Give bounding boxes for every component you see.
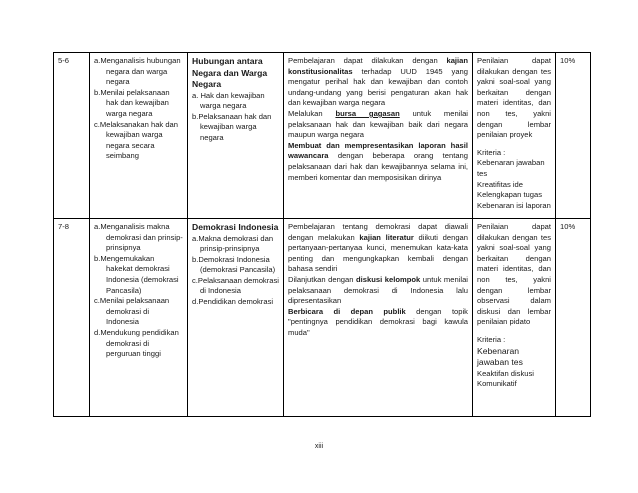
material-cell xyxy=(188,219,284,417)
activity-cell xyxy=(284,53,473,219)
criteria-item: Keaktifan diskusi xyxy=(477,368,534,378)
list-item: d.Mendukung pendidikan demokrasi di perguruan tinggi xyxy=(94,327,179,359)
week-cell: 5-6 xyxy=(54,53,90,219)
list-item: c.Pelaksanaan demokrasi di Indonesia xyxy=(192,275,279,296)
criteria-label: Kriteria : xyxy=(477,147,506,157)
week-cell: 7-8 xyxy=(54,219,90,417)
list-item: b.Pelaksanaan hak dan kewajiban warga negara xyxy=(192,111,272,142)
material-title: Demokrasi Indonesia xyxy=(192,222,279,232)
list-item: a.Menganalisis makna demokrasi dan prinsip-prinsipnya xyxy=(94,222,183,253)
list-item: b.Demokrasi Indonesia (demokrasi Pancasila) xyxy=(192,254,276,275)
table-row xyxy=(54,219,591,417)
assessment-text: Penilaian dapat dilakukan dengan tes yakni soal-soal yang berkaitan dengan materi identitas, dan non tes, yakni dengan lembar observasi dalam diskusi dan lembar penilaian pidato xyxy=(477,222,551,327)
material-title: Hubungan antara Negara dan Warga Negara xyxy=(192,56,268,89)
weight-cell: 10% xyxy=(556,53,591,219)
criteria-item: Kebenaran isi laporan xyxy=(477,200,551,210)
criteria-item: Kelengkapan tugas xyxy=(477,190,543,200)
activity-paragraph: Dilanjutkan dengan diskusi kelompok untuk menilai pelaksanaan demokrasi di Indonesia lalu dipresentasikan xyxy=(288,274,468,306)
list-item: b.Mengemukakan hakekat demokrasi Indonesia (demokrasi Pancasila) xyxy=(94,253,179,295)
criteria-item: Kebenaran jawaban tes xyxy=(477,345,523,368)
list-item: a. Hak dan kewajiban warga negara xyxy=(192,90,265,111)
competency-cell xyxy=(90,219,188,417)
criteria-label: Kriteria : xyxy=(477,334,506,344)
activity-paragraph: Pembelajaran dapat dilakukan dengan kajian konstitusionalitas terhadap UUD 1945 yang mengatur perihal hak dan kewajiban dan contoh undang-undang yang berisi pengaturan akan hak dan kewajiban warga negara xyxy=(288,56,468,108)
syllabus-table xyxy=(53,52,591,417)
criteria-item: Kreatifitas ide xyxy=(477,179,524,189)
list-item: b.Menilai pelaksanaan hak dan kewajiban warga negara xyxy=(94,87,170,118)
page-number: xiii xyxy=(314,443,324,450)
activity-cell xyxy=(284,219,473,417)
activity-paragraph: Melalukan bursa gagasan untuk menilai pelaksanaan hak dan kewajiban baik dari negara maupun warga negara xyxy=(288,108,468,140)
assessment-cell xyxy=(473,53,556,219)
list-item: a.Menganalisis hubungan negara dan warga negara xyxy=(94,56,181,87)
assessment-cell xyxy=(473,219,556,417)
activity-paragraph: Berbicara di depan publik dengan topik "pentingnya pendidikan demokrasi bagi kawula muda" xyxy=(288,306,468,337)
competency-cell xyxy=(90,53,188,219)
list-item: a.Makna demokrasi dan prinsip-prinsipnya xyxy=(192,233,274,254)
table-row xyxy=(54,53,591,219)
criteria-item: Kebenaran jawaban tes xyxy=(477,158,545,178)
list-item: c.Menilai pelaksanaan demokrasi di Indonesia xyxy=(94,296,170,327)
criteria-item: Komunikatif xyxy=(477,379,517,389)
activity-paragraph: Membuat dan mempresentasikan laporan hasil wawancara dengan beberapa orang tentang pelaksanaan dari hak dan kewajibannya selama ini, memberi komentar dan memposisikan dirinya xyxy=(288,140,468,182)
material-cell xyxy=(188,53,284,219)
activity-paragraph: Pembelajaran tentang demokrasi dapat diawali dengan melakukan kajian literatur diikuti dengan pertanyaan-pertanyaa kunci, menemukan kata-kata penting dan mengungkapkan kembali dengan bahasa sendiri xyxy=(288,222,468,274)
list-item: c.Melaksanakan hak dan kewajiban warga negara secara seimbang xyxy=(94,119,179,161)
weight-cell: 10% xyxy=(556,219,591,417)
assessment-text: Penilaian dapat dilakukan dengan tes yakni soal-soal yang berkaitan dengan materi identitas, dan non tes, yakni dengan lembar penilaian proyek xyxy=(477,56,551,140)
list-item: d.Pendidikan demokrasi xyxy=(192,297,274,307)
